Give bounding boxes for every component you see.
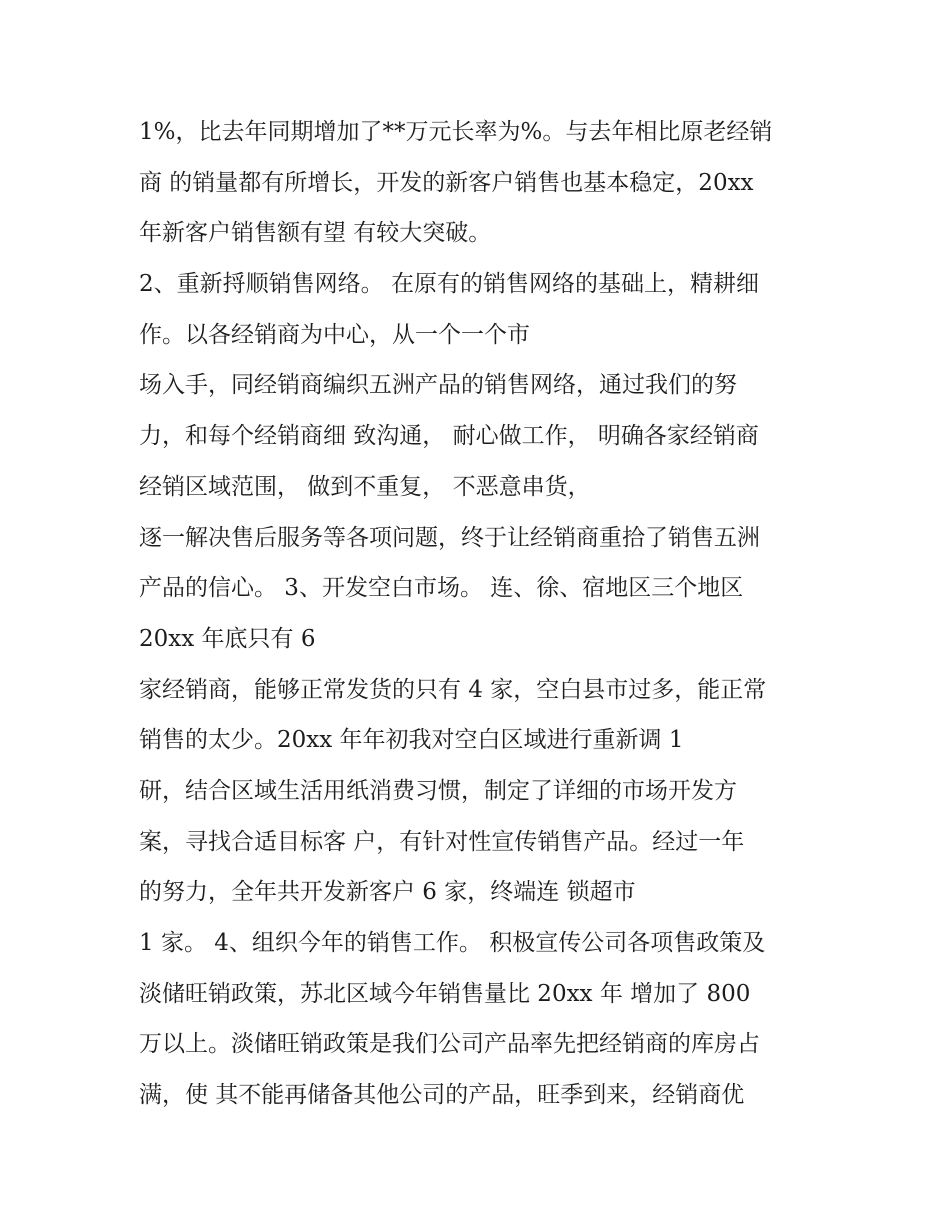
text-line: 年新客户销售额有望 有较大突破。 [139,220,492,247]
text-line: 淡储旺销政策，苏北区域今年销售量比 20xx 年 增加了 800 [139,980,751,1007]
text-line: 经销区域范围， 做到不重复， 不恶意串货， [139,473,591,500]
text-line: 1%，比去年同期增加了**万元长率为%。与去年相比原老经销 [139,119,773,145]
text-line: 2、重新捋顺销售网络。 在原有的销售网络的基础上，精耕细 [139,271,759,298]
text-line: 的努力，全年共开发新客户 6 家，终端连 锁超市 [139,879,636,906]
text-line: 满，使 其不能再储备其他公司的产品，旺季到来，经销商优 [139,1082,745,1109]
text-line: 作。以各经销商为中心，从一个一个市 [139,321,530,348]
body-text [139,107,839,1121]
text-line: 产品的信心。 3、开发空白市场。 连、徐、宿地区三个地区 [139,575,744,602]
text-line: 销售的太少。20xx 年年初我对空白区域进行重新调 1 [139,727,684,754]
text-line: 研，结合区域生活用纸消费习惯，制定了详细的市场开发方 [139,777,737,804]
text-line: 力，和每个经销商细 致沟通， 耐心做工作， 明确各家经销商 [139,423,759,450]
text-line: 场入手，同经销商编织五洲产品的销售网络，通过我们的努 [139,372,737,399]
text-line: 商 的销量都有所增长，开发的新客户销售也基本稳定，20xx [139,169,754,196]
text-line: 逐一解决售后服务等各项问题，终于让经销商重拾了销售五洲 [139,524,760,551]
text-line: 20xx 年底只有 6 [139,625,316,652]
text-line: 1 家。 4、组织今年的销售工作。 积极宣传公司各项售政策及 [139,930,766,956]
text-line: 家经销商，能够正常发货的只有 4 家，空白县市过多，能正常 [139,676,767,703]
text-line: 万以上。淡储旺销政策是我们公司产品率先把经销商的库房占 [139,1031,760,1058]
text-line: 案，寻找合适目标客 户，有针对性宣传销售产品。经过一年 [139,828,745,855]
